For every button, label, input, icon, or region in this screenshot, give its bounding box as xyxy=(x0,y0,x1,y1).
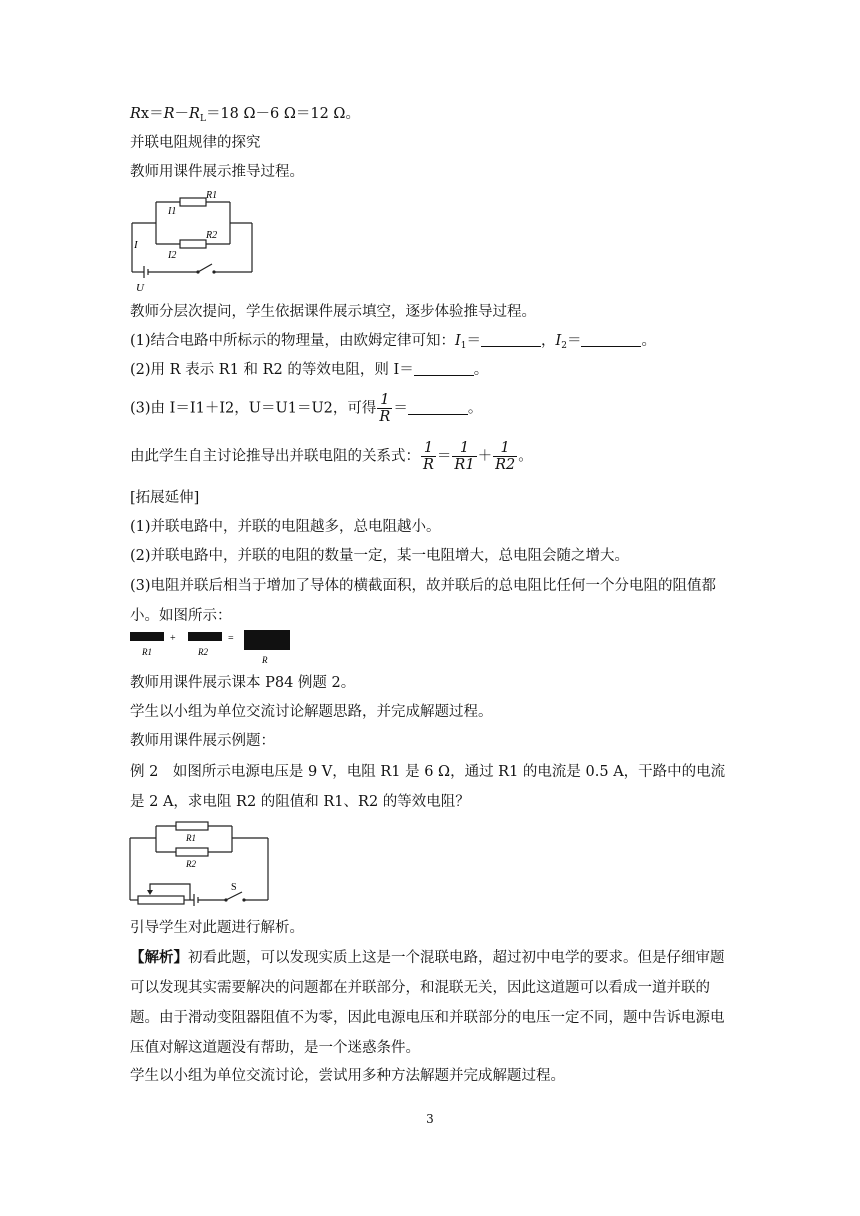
analysis-text: 初看此题，可以发现实质上这是一个混联电路，超过初中电学的要求。但是仔细审题可以发现其实需要解决的问题都在并联部分，和混联无关，因此这道题可以看成一道并联的题。由于滑动变阻器阻值不为零，因此电源电压和并联部分的电压一定不同，题中告诉电源电压值对解这道题没有帮助，是一个迷惑条件。 xyxy=(130,950,725,1056)
block-r1-label: R1 xyxy=(142,647,152,657)
extension-3: (3)电阻并联后相当于增加了导体的横截面积，故并联后的总电阻比任何一个分电阻的阻值都小。如图所示： xyxy=(130,578,717,624)
question-2: (2)用 R 表示 R1 和 R2 的等效电阻，则 I＝ 。 xyxy=(130,362,489,378)
label-s: S xyxy=(231,882,237,893)
extension-1: (1)并联电路中，并联的电阻越多，总电阻越小。 xyxy=(130,519,441,535)
question-3-text: (3)由 I＝I1＋I2，U＝U1＝U2，可得 xyxy=(130,400,377,417)
analysis-tag: 【解析】 xyxy=(130,949,188,966)
label-u: U xyxy=(136,282,144,294)
equation-rx: $Rx=R-R_L=18$ Ω－6 Ω＝12 Ω。 xyxy=(130,106,360,124)
blank-i[interactable] xyxy=(414,361,474,376)
question-1: (1)结合电路中所标示的物理量，由欧姆定律可知：$I_1=$ ，$I_2=$ 。 xyxy=(130,333,656,351)
label-r2: R2 xyxy=(186,859,196,869)
parallel-circuit-diagram xyxy=(128,190,256,294)
analysis xyxy=(130,943,730,1063)
example-circuit-diagram xyxy=(128,818,273,906)
block-r-label: R xyxy=(262,655,268,665)
equals-sign: = xyxy=(228,633,234,644)
question-3: (3)由 I＝I1＋I2，U＝U1＝U2，可得 $\frac{1}{R}$ ＝ 。 xyxy=(130,392,483,425)
cross-section-diagram xyxy=(128,628,298,666)
paragraph: 学生以小组为单位交流讨论，尝试用多种方法解题并完成解题过程。 xyxy=(130,1068,565,1084)
paragraph: 教师用课件展示推导过程。 xyxy=(130,164,304,180)
question-1-text: (1)结合电路中所标示的物理量，由欧姆定律可知： xyxy=(130,333,456,349)
label-i2: I2 xyxy=(168,250,177,261)
block-r2-label: R2 xyxy=(198,647,208,657)
paragraph: 引导学生对此题进行解析。 xyxy=(130,920,304,936)
parallel-formula: 由此学生自主讨论推导出并联电阻的关系式： $\frac{1}{R}$ ＝ $\frac{1}{R1}$ ＋ $\frac{1}{R2}$ 。 xyxy=(130,440,533,473)
label-i1: I1 xyxy=(168,206,177,217)
formula-intro: 由此学生自主讨论推导出并联电阻的关系式： xyxy=(130,448,420,465)
paragraph: 教师用课件展示课本 P84 例题 2。 xyxy=(130,675,356,691)
extension-2: (2)并联电路中，并联的电阻的数量一定，某一电阻增大，总电阻会随之增大。 xyxy=(130,548,630,564)
label-i: I xyxy=(134,239,138,251)
paragraph: 教师用课件展示例题： xyxy=(130,733,275,749)
blank-inv-r[interactable] xyxy=(408,400,468,415)
blank-i1[interactable] xyxy=(481,332,541,347)
blank-i2[interactable] xyxy=(581,332,641,347)
question-2-text: (2)用 R 表示 R1 和 R2 的等效电阻，则 I＝ xyxy=(130,362,414,378)
label-r1: R1 xyxy=(206,190,218,201)
extension-heading: [拓展延伸] xyxy=(130,490,200,506)
label-r1: R1 xyxy=(186,833,196,843)
paragraph: 学生以小组为单位交流讨论解题思路，并完成解题过程。 xyxy=(130,704,493,720)
plus-sign: + xyxy=(170,633,176,644)
section-heading: 并联电阻规律的探究 xyxy=(130,135,261,151)
paragraph: 教师分层次提问，学生依据课件展示填空，逐步体验推导过程。 xyxy=(130,304,536,320)
page-number: 3 xyxy=(426,1112,434,1126)
label-r2: R2 xyxy=(206,230,218,241)
example-2: 例 2 如图所示电源电压是 9 V，电阻 R1 是 6 Ω，通过 R1 的电流是 0.5 A，干路中的电流是 2 A，求电阻 R2 的阻值和 R1、R2 的等效电阻？ xyxy=(130,764,726,810)
